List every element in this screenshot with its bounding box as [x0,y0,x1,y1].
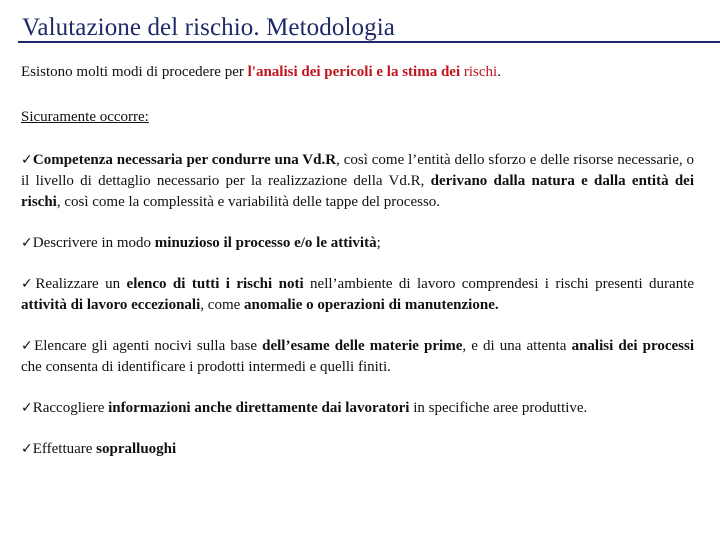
item-bold-text: anche direttamente dai lavoratori [194,400,410,416]
item-bold-text: Competenza necessaria per condurre una Vd.R [32,152,337,168]
slide-body [21,62,694,460]
item-text: nell’ambiente di lavoro comprendesi i rischi presenti durante [303,276,695,292]
checkmark-icon: ✓ [21,400,33,416]
item-bold-text: attività di lavoro eccezionali [21,297,201,313]
item-bold-text: dell’esame delle materie prime [262,338,463,354]
checklist-item [21,150,694,213]
item-text: Raccogliere [32,400,109,416]
checklist-item [21,233,694,254]
checkmark-icon: ✓ [21,235,33,251]
item-text: Realizzare un [35,276,127,292]
checkmark-icon: ✓ [21,152,33,168]
item-text: Descrivere in modo [32,235,155,251]
item-text: , così come l’entità dello sforzo e delle risorse necessarie, o il livello di dettaglio necessario per la realizzazione della Vd.R, [21,152,695,189]
title-underline [18,41,720,43]
section-heading: Sicuramente occorre: [21,109,149,125]
intro-highlight [248,64,498,80]
item-text: Elencare gli agenti nocivi sulla base [34,338,263,354]
item-bold-text: il processo e/o le attività [223,235,377,251]
checkmark-icon: ✓ [21,338,35,354]
item-bold-text: minuzioso [154,235,220,251]
item-bold-text: analisi dei processi [571,338,695,354]
intro-end: . [497,64,501,80]
intro-highlight-bold: l'analisi dei pericoli e la stima dei [247,64,461,80]
item-text: in specifiche aree produttive. [409,400,588,416]
intro-paragraph [21,62,694,83]
item-bold-text: elenco di tutti i rischi noti [126,276,304,292]
checklist-item [21,336,694,378]
checklist-item [21,439,694,460]
item-text: che consenta di identificare i prodotti intermedi e quelli finiti. [21,359,391,375]
checkmark-icon: ✓ [21,441,33,457]
item-text: ; [376,235,381,251]
intro-text: Esistono molti modi di procedere per [21,64,248,80]
intro-highlight-plain: rischi [460,64,498,80]
checklist [21,150,694,460]
item-bold-text: anomalie o operazioni di manutenzione. [244,297,499,313]
item-text: Effettuare [32,441,97,457]
item-text: , come [200,297,245,313]
checkmark-icon: ✓ [21,276,36,292]
item-text: , e di una attenta [462,338,572,354]
item-bold-text: derivano dalla natura e dalla entità dei rischi [21,173,694,210]
checklist-item [21,398,694,419]
slide-title: Valutazione del rischio. Metodologia [22,14,395,41]
item-bold-text: sopralluoghi [96,441,177,457]
item-text: , così come la complessità e variabilità delle tappe del processo. [56,194,441,210]
item-bold-text: informazioni [108,400,191,416]
checklist-item [21,274,694,316]
